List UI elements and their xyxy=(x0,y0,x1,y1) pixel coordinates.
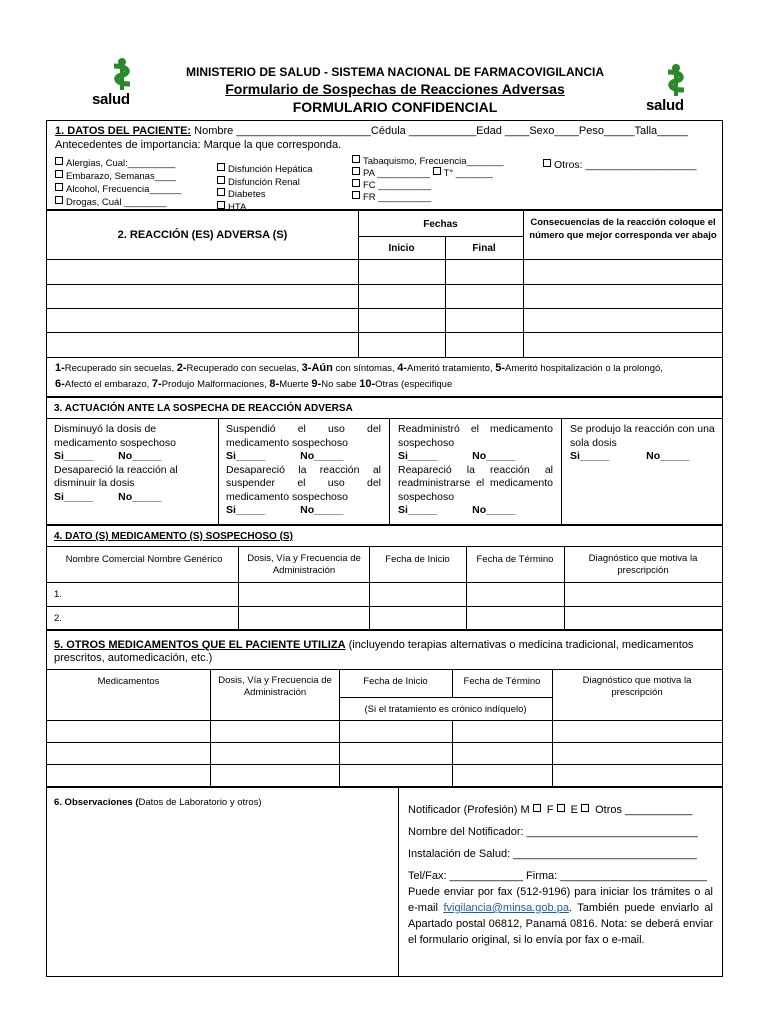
antecedentes-col1 xyxy=(55,157,181,209)
consequence-text: Produjo Malformaciones, xyxy=(161,379,270,390)
action-text: Readministró el medicamento sospechoso xyxy=(398,423,553,449)
consequence-number: 5- xyxy=(495,362,505,374)
checkbox-item[interactable]: Alergias, Cual:_________ xyxy=(55,157,181,170)
final-header: Final xyxy=(472,243,496,254)
col-header-start: Fecha de Inicio xyxy=(385,554,450,565)
checkbox-icon[interactable] xyxy=(352,167,360,175)
notifier-profession: Notificador (Profesión) M F E Otros ___________ xyxy=(408,804,693,816)
email-link[interactable]: fvigilancia@minsa.gob.pa xyxy=(443,902,569,914)
checkbox-icon[interactable] xyxy=(217,163,225,171)
checkbox-icon[interactable] xyxy=(533,804,541,812)
section-other-drugs xyxy=(46,630,723,787)
col-header-name: Nombre Comercial Nombre Genérico xyxy=(65,554,223,565)
consequence-number: 8- xyxy=(269,378,280,390)
no-field[interactable]: No_____ xyxy=(118,450,162,462)
action-text: Desapareció la reacción al disminuir la dosis xyxy=(54,463,178,489)
action-text: Disminuyó la dosis de medicamento sospechoso xyxy=(54,423,176,449)
col-header-end: Fecha de Término xyxy=(476,554,554,565)
checkbox-item[interactable]: Disfunción Hepática xyxy=(217,163,313,176)
patient-fields-line xyxy=(55,125,688,137)
section5-title: 5. OTROS MEDICAMENTOS QUE EL PACIENTE UTILIZA xyxy=(54,639,346,651)
col-header-diagnosis: Diagnóstico que motiva la prescripción xyxy=(588,553,698,576)
consequence-number: 3-Aún xyxy=(301,362,333,374)
inicio-header: Inicio xyxy=(388,243,415,254)
observations-label: 6. Observaciones (Datos de Laboratorio y otros) xyxy=(54,797,262,808)
checkbox-icon[interactable] xyxy=(217,188,225,196)
si-field[interactable]: Si_____ xyxy=(226,450,266,462)
checkbox-item[interactable]: Disfunción Renal xyxy=(217,176,313,189)
checkbox-item[interactable]: Drogas, Cuál ________ xyxy=(55,196,181,209)
action-col3 xyxy=(398,423,553,518)
checkbox-item[interactable]: Embarazo, Semanas____ xyxy=(55,170,181,183)
antecedentes-label: Antecedentes de importancia: Marque la que corresponda. xyxy=(55,139,342,151)
no-field[interactable]: No_____ xyxy=(472,504,516,516)
checkbox-icon[interactable] xyxy=(217,201,225,209)
col-header-meds: Medicamentos xyxy=(97,676,160,687)
checkbox-icon[interactable] xyxy=(55,183,63,191)
consequences-legend-line2 xyxy=(55,378,452,390)
reaction-header: 2. REACCIÓN (ES) ADVERSA (S) xyxy=(117,229,288,241)
salud-logo-left xyxy=(92,58,152,114)
notifier-block xyxy=(408,803,713,948)
checkbox-icon[interactable] xyxy=(352,191,360,199)
section-patient-data xyxy=(46,120,723,213)
col-header-start: Fecha de Inicio xyxy=(363,676,428,687)
no-field[interactable]: No_____ xyxy=(472,450,516,462)
submission-info: Puede enviar por fax (512-9196) para iniciar los trámites o al e-mail fvigilancia@minsa.gob.pa. También puede enviarlo al Apartado postal 06812, Panamá 0816. Nota: se deberá enviar el formulario original, si lo envía por fax o e-mail. xyxy=(408,886,713,946)
si-field[interactable]: Si_____ xyxy=(570,450,610,462)
chronic-note: (Si el tratamiento es crónico indíquelo) xyxy=(364,704,527,715)
consequence-text: Ameritó hospitalización o la prolongó, xyxy=(505,363,663,374)
checkbox-item[interactable]: FR __________ xyxy=(352,191,503,203)
action-text: Suspendió el uso del medicamento sospechoso xyxy=(226,423,381,449)
checkbox-item[interactable]: Alcohol, Frecuencia______ xyxy=(55,183,181,196)
form-title: Formulario de Sospechas de Reacciones Adversas xyxy=(225,81,565,97)
consequence-text: Otras (especifique xyxy=(375,379,453,390)
section3-title: 3. ACTUACIÓN ANTE LA SOSPECHA DE REACCIÓN ADVERSA xyxy=(54,403,353,414)
consequence-text: Recuperado con secuelas, xyxy=(186,363,302,374)
col-header-dose: Dosis, Vía y Frecuencia de Administración xyxy=(247,553,361,576)
section4-title: 4. DATO (S) MEDICAMENTO (S) SOSPECHOSO (S) xyxy=(54,531,293,542)
consequence-text: Muerte xyxy=(279,379,312,390)
checkbox-item-otros[interactable]: Otros: ___________________ xyxy=(543,159,696,171)
si-field[interactable]: Si_____ xyxy=(54,450,94,462)
si-field[interactable]: Si_____ xyxy=(54,490,94,503)
logo-text: salud xyxy=(646,97,684,114)
checkbox-item[interactable]: PA __________ T° _______ xyxy=(352,167,503,179)
section5-subtitle: (incluyendo terapias alternativas o medicina tradicional, medicamentos prescritos, automedicación, etc.) xyxy=(54,639,694,664)
consequence-text: Afectó el embarazo, xyxy=(64,379,152,390)
no-field[interactable]: No_____ xyxy=(300,450,344,462)
health-facility-field[interactable]: Instalación de Salud: ______________________________ xyxy=(408,848,697,860)
checkbox-item[interactable]: HTA xyxy=(217,201,313,214)
ministry-heading: MINISTERIO DE SALUD - SISTEMA NACIONAL DE FARMACOVIGILANCIA xyxy=(185,65,604,79)
section5-heading xyxy=(54,639,719,665)
consequence-number: 4- xyxy=(397,362,408,374)
consequence-number: 6- xyxy=(55,378,65,390)
si-field[interactable]: Si_____ xyxy=(226,504,266,516)
checkbox-icon[interactable] xyxy=(581,804,589,812)
section-actions xyxy=(46,397,723,525)
checkbox-icon[interactable] xyxy=(433,167,441,175)
action-text: Se produjo la reacción con una sola dosis xyxy=(570,423,715,449)
notifier-name-field[interactable]: Nombre del Notificador: ____________________________ xyxy=(408,826,698,838)
consequence-text: con síntomas, xyxy=(332,363,398,374)
checkbox-item[interactable]: Diabetes xyxy=(217,188,313,201)
checkbox-icon[interactable] xyxy=(55,196,63,204)
antecedentes-col3 xyxy=(352,155,503,203)
antecedentes-col2 xyxy=(217,163,313,213)
tel-firma-field[interactable]: Tel/Fax: ____________ Firma: ________________________ xyxy=(408,870,708,882)
si-field[interactable]: Si_____ xyxy=(398,504,438,516)
no-field[interactable]: No_____ xyxy=(646,450,690,462)
no-field[interactable]: No_____ xyxy=(118,490,162,503)
checkbox-item[interactable]: FC __________ xyxy=(352,179,503,191)
col-header-end: Fecha de Término xyxy=(463,676,541,687)
no-field[interactable]: No_____ xyxy=(300,504,344,516)
salud-logo-right xyxy=(646,64,706,120)
action-text: Desapareció la reacción al suspender el uso del medicamento sospechoso xyxy=(226,463,381,503)
checkbox-icon[interactable] xyxy=(55,157,63,165)
action-col2 xyxy=(226,423,381,518)
si-field[interactable]: Si_____ xyxy=(398,450,438,462)
row-number-1: 1. xyxy=(54,589,62,600)
section-adverse-reactions xyxy=(46,210,723,397)
action-col1 xyxy=(54,423,209,504)
row-number-2: 2. xyxy=(54,613,62,624)
consequence-text: Recuperado sin secuelas, xyxy=(64,363,177,374)
action-text: Reapareció la reacción al readministrarse el medicamento sospechoso xyxy=(398,463,553,503)
logo-text: salud xyxy=(92,91,130,108)
consequence-text: No sabe xyxy=(321,379,360,390)
col-header-diagnosis: Diagnóstico que motiva la prescripción xyxy=(582,675,692,698)
checkbox-icon[interactable] xyxy=(352,155,360,163)
fechas-header: Fechas xyxy=(423,219,458,230)
section1-title: 1. DATOS DEL PACIENTE: xyxy=(55,125,192,137)
col-header-dose: Dosis, Vía y Frecuencia de Administración xyxy=(218,675,332,698)
consequence-number: 9- xyxy=(311,378,322,390)
checkbox-icon[interactable] xyxy=(55,170,63,178)
patient-fields: Nombre ______________________Cédula ___________Edad ____Sexo____Peso_____Talla_____ xyxy=(191,125,688,137)
consequence-number: 1- xyxy=(55,362,65,374)
section-observations xyxy=(46,787,723,977)
consequences-header: Consecuencias de la reacción coloque el número que mejor corresponda ver abajo xyxy=(529,217,717,241)
consequence-text: Ameritó tratamiento, xyxy=(407,363,496,374)
checkbox-icon[interactable] xyxy=(543,159,551,167)
checkbox-icon[interactable] xyxy=(217,176,225,184)
consequence-number: 10- xyxy=(359,378,376,390)
checkbox-item[interactable]: Tabaquismo, Frecuencia_______ xyxy=(352,155,503,167)
caduceus-icon xyxy=(658,64,694,98)
section-suspect-drugs xyxy=(46,525,723,630)
checkbox-icon[interactable] xyxy=(352,179,360,187)
consequence-number: 2- xyxy=(176,362,187,374)
consequences-legend-line1 xyxy=(55,362,663,374)
action-col4 xyxy=(570,423,715,464)
caduceus-icon xyxy=(104,58,140,92)
checkbox-icon[interactable] xyxy=(557,804,565,812)
confidential-heading: FORMULARIO CONFIDENCIAL xyxy=(292,99,498,115)
consequence-number: 7- xyxy=(151,378,162,390)
